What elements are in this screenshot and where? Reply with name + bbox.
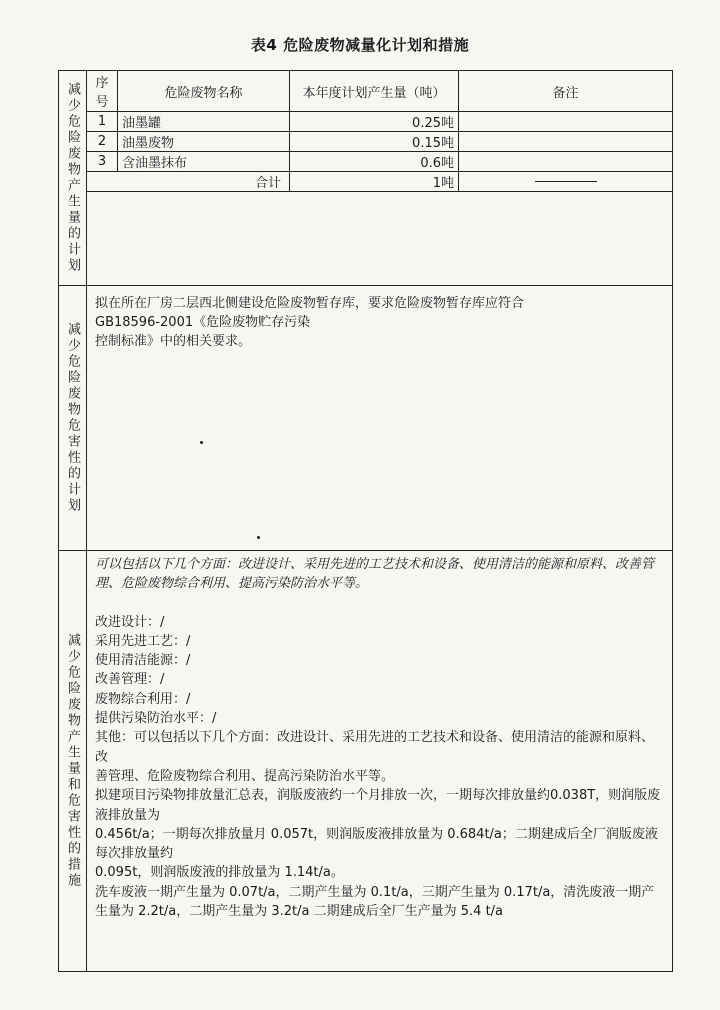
dash-line [535,181,597,182]
table-header-row [87,71,672,112]
header-note: 备注 [459,71,673,112]
header-no: 序号 [87,71,118,112]
section-label: 减少危险废物产生量和危害性的措施 [65,633,80,889]
measure-line: 采用先进工艺：/ [95,633,191,649]
row-note [459,132,673,152]
row-amount: 0.25吨 [290,112,459,132]
section-label-cell [59,551,87,971]
row-name: 含油墨抹布 [118,152,290,172]
header-amount: 本年度计划产生量（吨） [290,71,459,112]
section-label-cell [59,71,87,285]
header-name: 危险废物名称 [118,71,290,112]
speck [200,441,203,444]
row-no: 2 [87,132,118,152]
total-note [459,172,673,192]
measure-line: 废物综合利用：/ [95,691,191,707]
section-label: 减少危险废物产生量的计划 [65,82,80,274]
section-content [87,286,672,550]
row-no: 3 [87,152,118,172]
section-hazard-plan [59,286,672,551]
total-row [87,172,672,192]
measure-line: 0.456t/a；一期每次排放量月 0.057t，则润版废液排放量为 0.684t/a；二期建成后全厂润版废液每次排放量约 [95,826,658,862]
waste-plan-table [87,71,672,192]
table-row [87,132,672,152]
hazard-plan-text: 拟在所在厂房二层西北侧建设危险废物暂存库，要求危险废物暂存库应符合 GB18596-2001《危险废物贮存污染 控制标准》中的相关要求。 [95,296,525,349]
measure-line: 0.095t，则润版废液的排放量为 1.14t/a。 [95,865,344,881]
section-content [87,551,672,971]
row-name: 油墨罐 [118,112,290,132]
row-no: 1 [87,112,118,132]
table-row [87,112,672,132]
measure-line: 善管理、危险废物综合利用、提高污染防治水平等。 [95,768,395,784]
measure-line: 洗车废液一期产生量为 0.07t/a，二期产生量为 0.1t/a，三期产生量为 0.17t/a，清洗废液一期产生量为 2.2t/a，二期产生量为 3.2t/a 二期建成后全厂生产量为 5.4 t/a [95,884,655,920]
speck [257,536,260,539]
row-note [459,112,673,132]
section-production-plan [59,71,672,286]
table-row [87,152,672,172]
total-amount: 1吨 [290,172,459,192]
section-label: 减少危险废物危害性的计划 [65,322,80,514]
total-label: 合计 [87,172,290,192]
page-title: 表4 危险废物减量化计划和措施 [250,36,470,54]
row-amount: 0.6吨 [290,152,459,172]
measures-table [58,70,673,972]
measure-line: 改进设计：/ [95,614,165,630]
section-label-cell [59,286,87,550]
measure-line: 提供污染防治水平：/ [95,711,217,727]
measures-intro: 可以包括以下几个方面：改进设计、采用先进的工艺技术和设备、使用清洁的能源和原料、改善管理、危险废物综合利用、提高污染防治水平等。 [95,557,655,592]
measure-line: 拟建项目污染物排放量汇总表，润版废液约一个月排放一次，一期每次排放量约0.038T，则润版废液排放量为 [95,788,661,823]
row-amount: 0.15吨 [290,132,459,152]
measure-line: 使用清洁能源：/ [95,653,191,669]
measure-line: 改善管理：/ [95,672,165,688]
row-note [459,152,673,172]
row-name: 油墨废物 [118,132,290,152]
section-measures [59,551,672,971]
section-content [87,71,672,285]
measure-line: 其他：可以包括以下几个方面：改进设计、采用先进的工艺技术和设备、使用清洁的能源和原料、改 [95,730,655,765]
